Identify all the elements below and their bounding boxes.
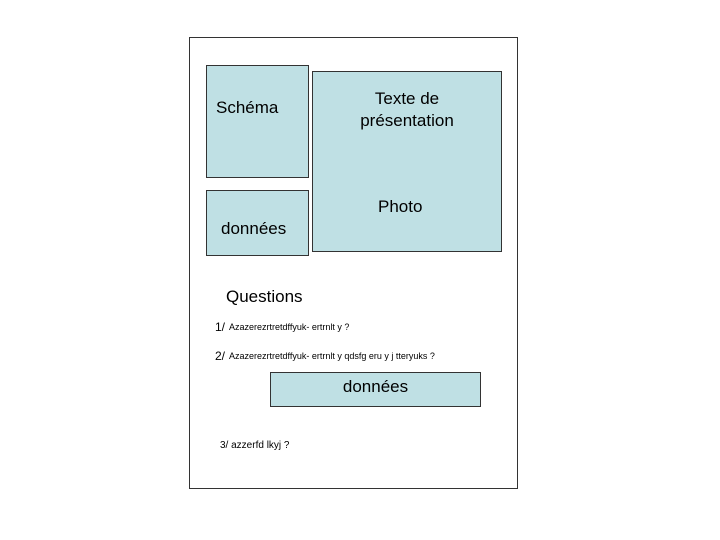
schema-box (206, 65, 309, 178)
question-2-number: 2/ (215, 349, 226, 363)
page-frame (189, 37, 518, 489)
texte-presentation-label: Texte de présentation (360, 89, 454, 130)
donnees-left-label: données (221, 219, 287, 238)
question-3-text: 3/ azzerfd lkyj ? (220, 440, 290, 451)
photo-label: Photo (378, 197, 423, 216)
question-1-text: Azazerezrtretdffyuk- ertrnlt y ? (229, 322, 350, 332)
question-2-text: Azazerezrtretdffyuk- ertrnlt y qdsfg eru y j tteryuks ? (229, 351, 435, 361)
questions-heading: Questions (226, 287, 303, 306)
schema-label: Schéma (216, 98, 279, 117)
donnees-bottom-label: données (342, 377, 409, 396)
question-1-number: 1/ (215, 320, 226, 334)
